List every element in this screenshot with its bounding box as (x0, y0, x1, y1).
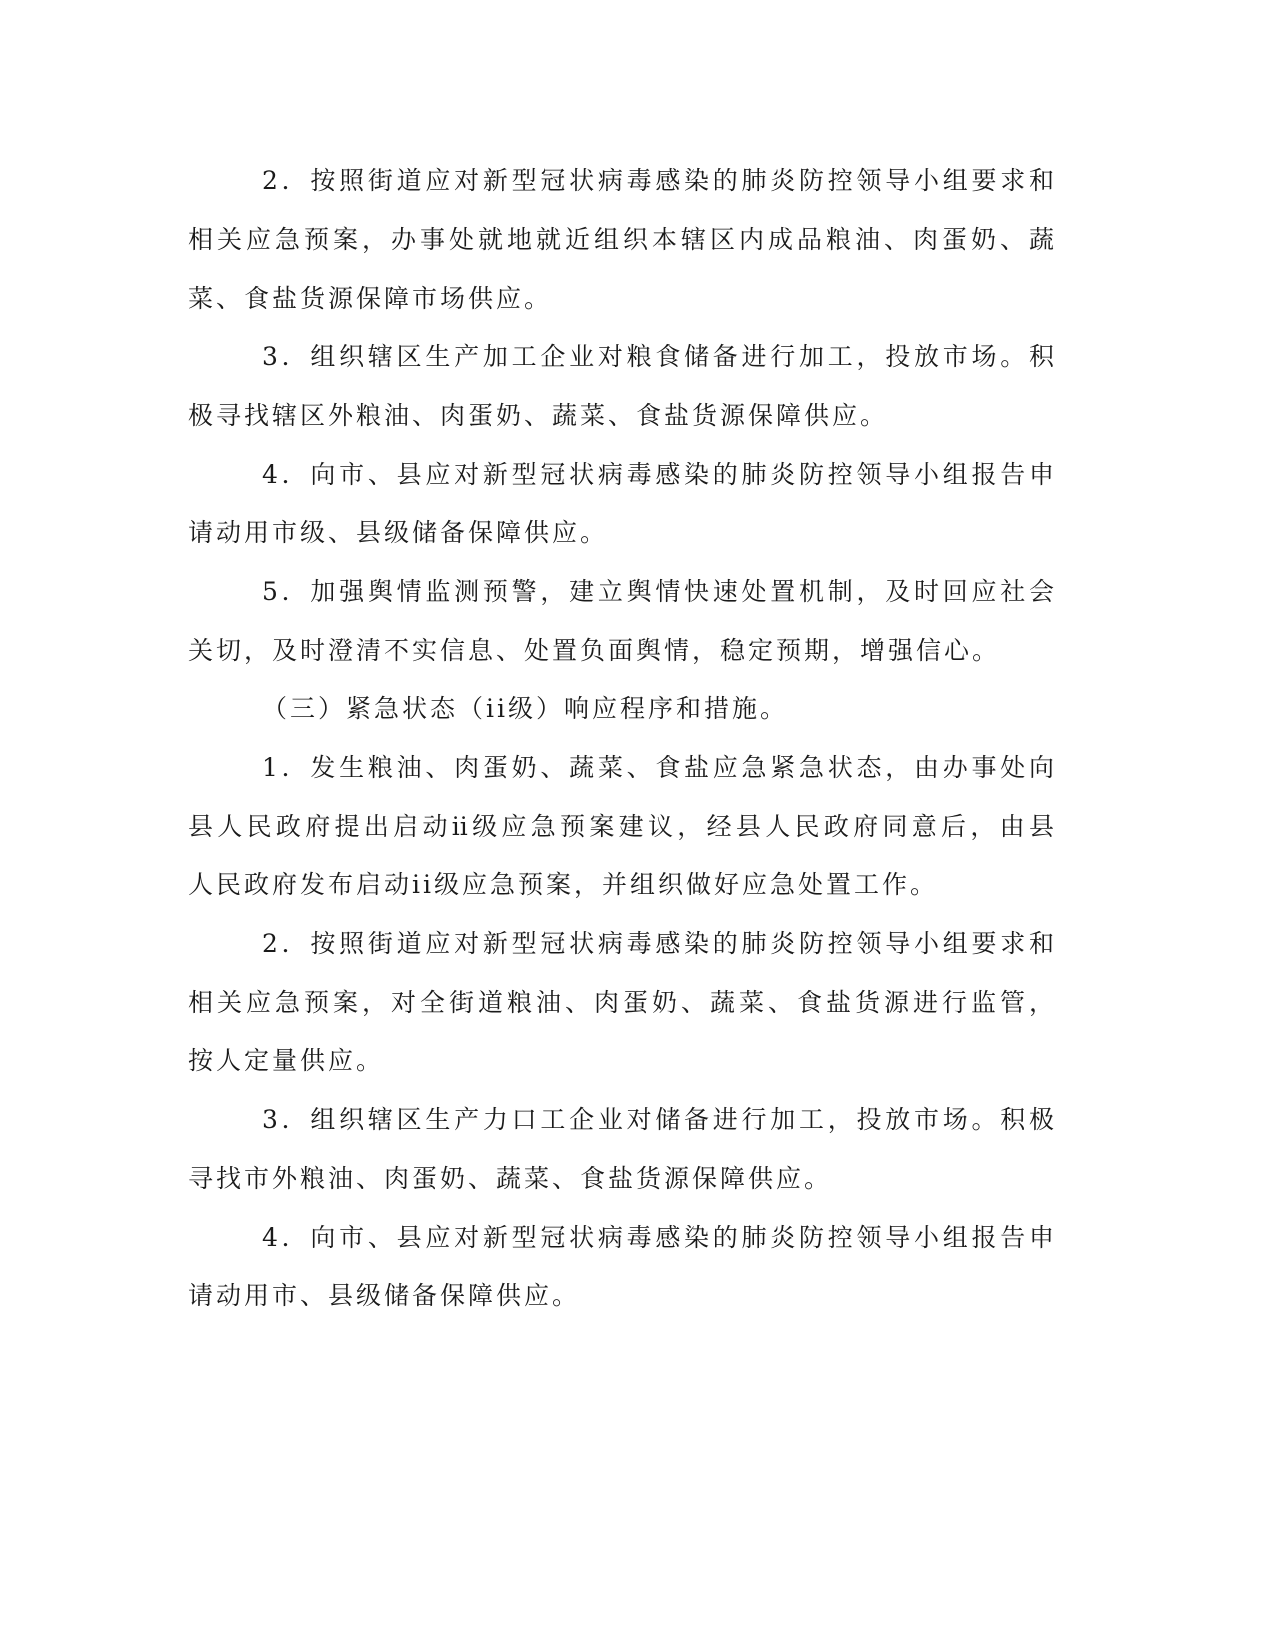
text-line: 3．组织辖区生产力口工企业对储备进行加工，投放市场。积极 (262, 1105, 1054, 1134)
text-line: 3．组织辖区生产加工企业对粮食储备进行加工，投放市场。积 (262, 342, 1054, 371)
text-line: 2．按照街道应对新型冠状病毒感染的肺炎防控领导小组要求和 (262, 166, 1054, 195)
text-line: 5．加强舆情监测预警，建立舆情快速处置机制，及时回应社会 (262, 577, 1054, 606)
text-line: 相关应急预案，对全街道粮油、肉蛋奶、蔬菜、食盐货源进行监管， (188, 988, 1054, 1017)
text-line: 寻找市外粮油、肉蛋奶、蔬菜、食盐货源保障供应。 (188, 1164, 833, 1193)
text-line: 极寻找辖区外粮油、肉蛋奶、蔬菜、食盐货源保障供应。 (188, 401, 889, 430)
text-line: 请动用市级、县级储备保障供应。 (188, 518, 609, 547)
text-line: 4．向市、县应对新型冠状病毒感染的肺炎防控领导小组报告申 (262, 1223, 1054, 1252)
text-line: 1．发生粮油、肉蛋奶、蔬菜、食盐应急紧急状态，由办事处向 (262, 753, 1054, 782)
text-line: 请动用市、县级储备保障供应。 (188, 1281, 581, 1310)
text-line: 县人民政府提出启动ii级应急预案建议，经县人民政府同意后，由县 (188, 812, 1054, 841)
text-line: 2．按照街道应对新型冠状病毒感染的肺炎防控领导小组要求和 (262, 929, 1054, 958)
text-line: 4．向市、县应对新型冠状病毒感染的肺炎防控领导小组报告申 (262, 460, 1054, 489)
text-line: 人民政府发布启动ii级应急预案，并组织做好应急处置工作。 (188, 870, 938, 899)
text-line: 关切，及时澄清不实信息、处置负面舆情，稳定预期，增强信心。 (188, 636, 1001, 665)
text-line: 菜、食盐货源保障市场供应。 (188, 284, 553, 313)
section-heading: （三）紧急状态（ii级）响应程序和措施。 (262, 694, 788, 723)
text-line: 按人定量供应。 (188, 1046, 385, 1075)
text-line: 相关应急预案，办事处就地就近组织本辖区内成品粮油、肉蛋奶、蔬 (188, 225, 1054, 254)
